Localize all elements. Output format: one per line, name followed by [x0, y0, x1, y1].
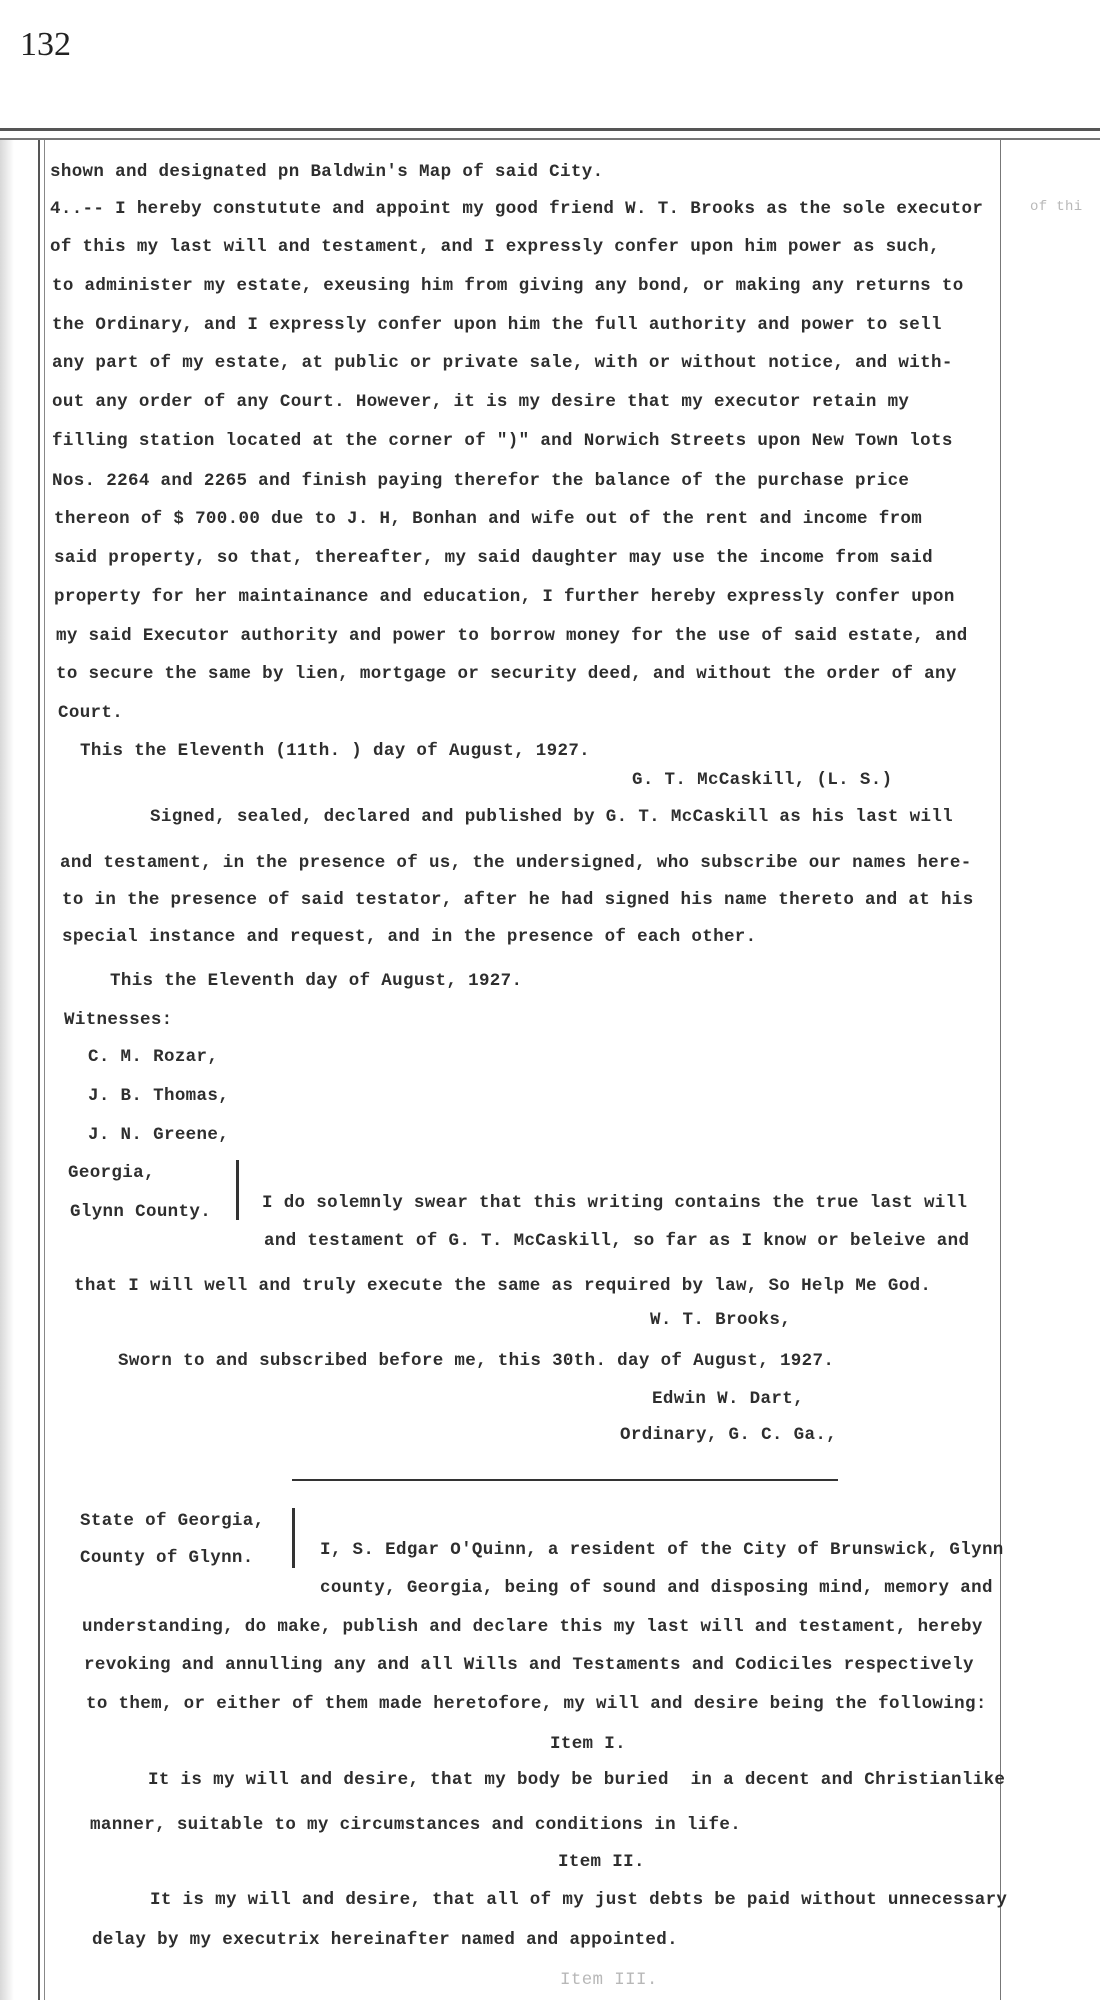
top-rule-inner [0, 138, 1100, 140]
page-number: 132 [20, 26, 71, 63]
text-line: shown and designated pn Baldwin's Map of said City. [50, 162, 604, 182]
venue-state: Georgia, [68, 1163, 155, 1183]
signature-testator: G. T. McCaskill, (L. S.) [632, 770, 893, 790]
edge-shadow [0, 140, 14, 2000]
witnesses-heading: Witnesses: [64, 1010, 173, 1030]
text-line: my said Executor authority and power to borrow money for the use of said estate, and [56, 626, 968, 646]
venue-county: Glynn County. [70, 1202, 212, 1222]
text-line: that I will well and truly execute the same as required by law, So Help Me God. [74, 1276, 932, 1296]
text-line: Court. [58, 703, 124, 723]
item-heading: Item III. [560, 1970, 658, 1990]
signature-title: Ordinary, G. C. Ga., [620, 1425, 838, 1445]
text-line: Nos. 2264 and 2265 and finish paying therefor the balance of the purchase price [52, 471, 910, 491]
text-line: any part of my estate, at public or private sale, with or without notice, and with- [52, 353, 953, 373]
text-line: delay by my executrix hereinafter named and appointed. [92, 1930, 678, 1950]
text-line: the Ordinary, and I expressly confer upon him the full authority and power to sell [52, 315, 942, 335]
text-line: It is my will and desire, that all of my just debts be paid without unnecessary [150, 1890, 1008, 1910]
text-line: to secure the same by lien, mortgage or security deed, and without the order of any [56, 664, 957, 684]
text-line: of this my last will and testament, and I expressly confer upon him power as such, [50, 237, 940, 257]
text-line: manner, suitable to my circumstances and conditions in life. [90, 1815, 742, 1835]
signature-ordinary: Edwin W. Dart, [652, 1389, 804, 1409]
text-line: I do solemnly swear that this writing contains the true last will [262, 1193, 968, 1213]
text-line: This the Eleventh day of August, 1927. [110, 971, 523, 991]
bracket [292, 1508, 295, 1568]
text-line: special instance and request, and in the presence of each other. [62, 927, 757, 947]
venue-county: County of Glynn. [80, 1548, 254, 1568]
text-line: It is my will and desire, that my body be buried in a decent and Christianlike [148, 1770, 1006, 1790]
text-line: to administer my estate, exeusing him from giving any bond, or making any returns to [52, 276, 964, 296]
text-line: and testament, in the presence of us, the undersigned, who subscribe our names here- [60, 853, 972, 873]
text-line: I, S. Edgar O'Quinn, a resident of the City of Brunswick, Glynn [320, 1540, 1004, 1560]
text-line: said property, so that, thereafter, my said daughter may use the income from said [54, 548, 933, 568]
section-separator [292, 1479, 838, 1481]
venue-state: State of Georgia, [80, 1511, 265, 1531]
text-line: 4..-- I hereby constutute and appoint my good friend W. T. Brooks as the sole executor [50, 199, 984, 219]
top-rule [0, 128, 1100, 131]
text-line: to them, or either of them made heretofore, my will and desire being the following: [86, 1694, 987, 1714]
text-line: revoking and annulling any and all Wills and Testaments and Codiciles respectively [84, 1655, 974, 1675]
right-margin-line [1000, 140, 1001, 2000]
text-line: to in the presence of said testator, after he had signed his name thereto and at his [62, 890, 974, 910]
text-line: filling station located at the corner of ")" and Norwich Streets upon New Town lots [52, 431, 953, 451]
witness-name: J. N. Greene, [88, 1125, 230, 1145]
witness-name: C. M. Rozar, [88, 1047, 219, 1067]
item-heading: Item I. [550, 1734, 626, 1754]
item-heading: Item II. [558, 1852, 645, 1872]
left-margin-line [38, 140, 40, 2000]
witness-name: J. B. Thomas, [88, 1086, 230, 1106]
left-margin-line-inner [44, 140, 45, 2000]
text-line: understanding, do make, publish and declare this my last will and testament, hereby [82, 1617, 983, 1637]
text-line: county, Georgia, being of sound and disposing mind, memory and [320, 1578, 993, 1598]
text-line: thereon of $ 700.00 due to J. H, Bonhan and wife out of the rent and income from [54, 509, 923, 529]
text-line: and testament of G. T. McCaskill, so far as I know or beleive and [264, 1231, 970, 1251]
text-line: property for her maintainance and education, I further hereby expressly confer upon [54, 587, 955, 607]
text-line-overflow: of thi [1030, 199, 1083, 215]
signature-executor: W. T. Brooks, [650, 1310, 792, 1330]
text-line: out any order of any Court. However, it is my desire that my executor retain my [52, 392, 910, 412]
text-line: This the Eleventh (11th. ) day of August, 1927. [80, 741, 591, 761]
bracket [236, 1160, 239, 1220]
text-line: Sworn to and subscribed before me, this 30th. day of August, 1927. [118, 1351, 835, 1371]
text-line: Signed, sealed, declared and published by G. T. McCaskill as his last will [150, 807, 954, 827]
